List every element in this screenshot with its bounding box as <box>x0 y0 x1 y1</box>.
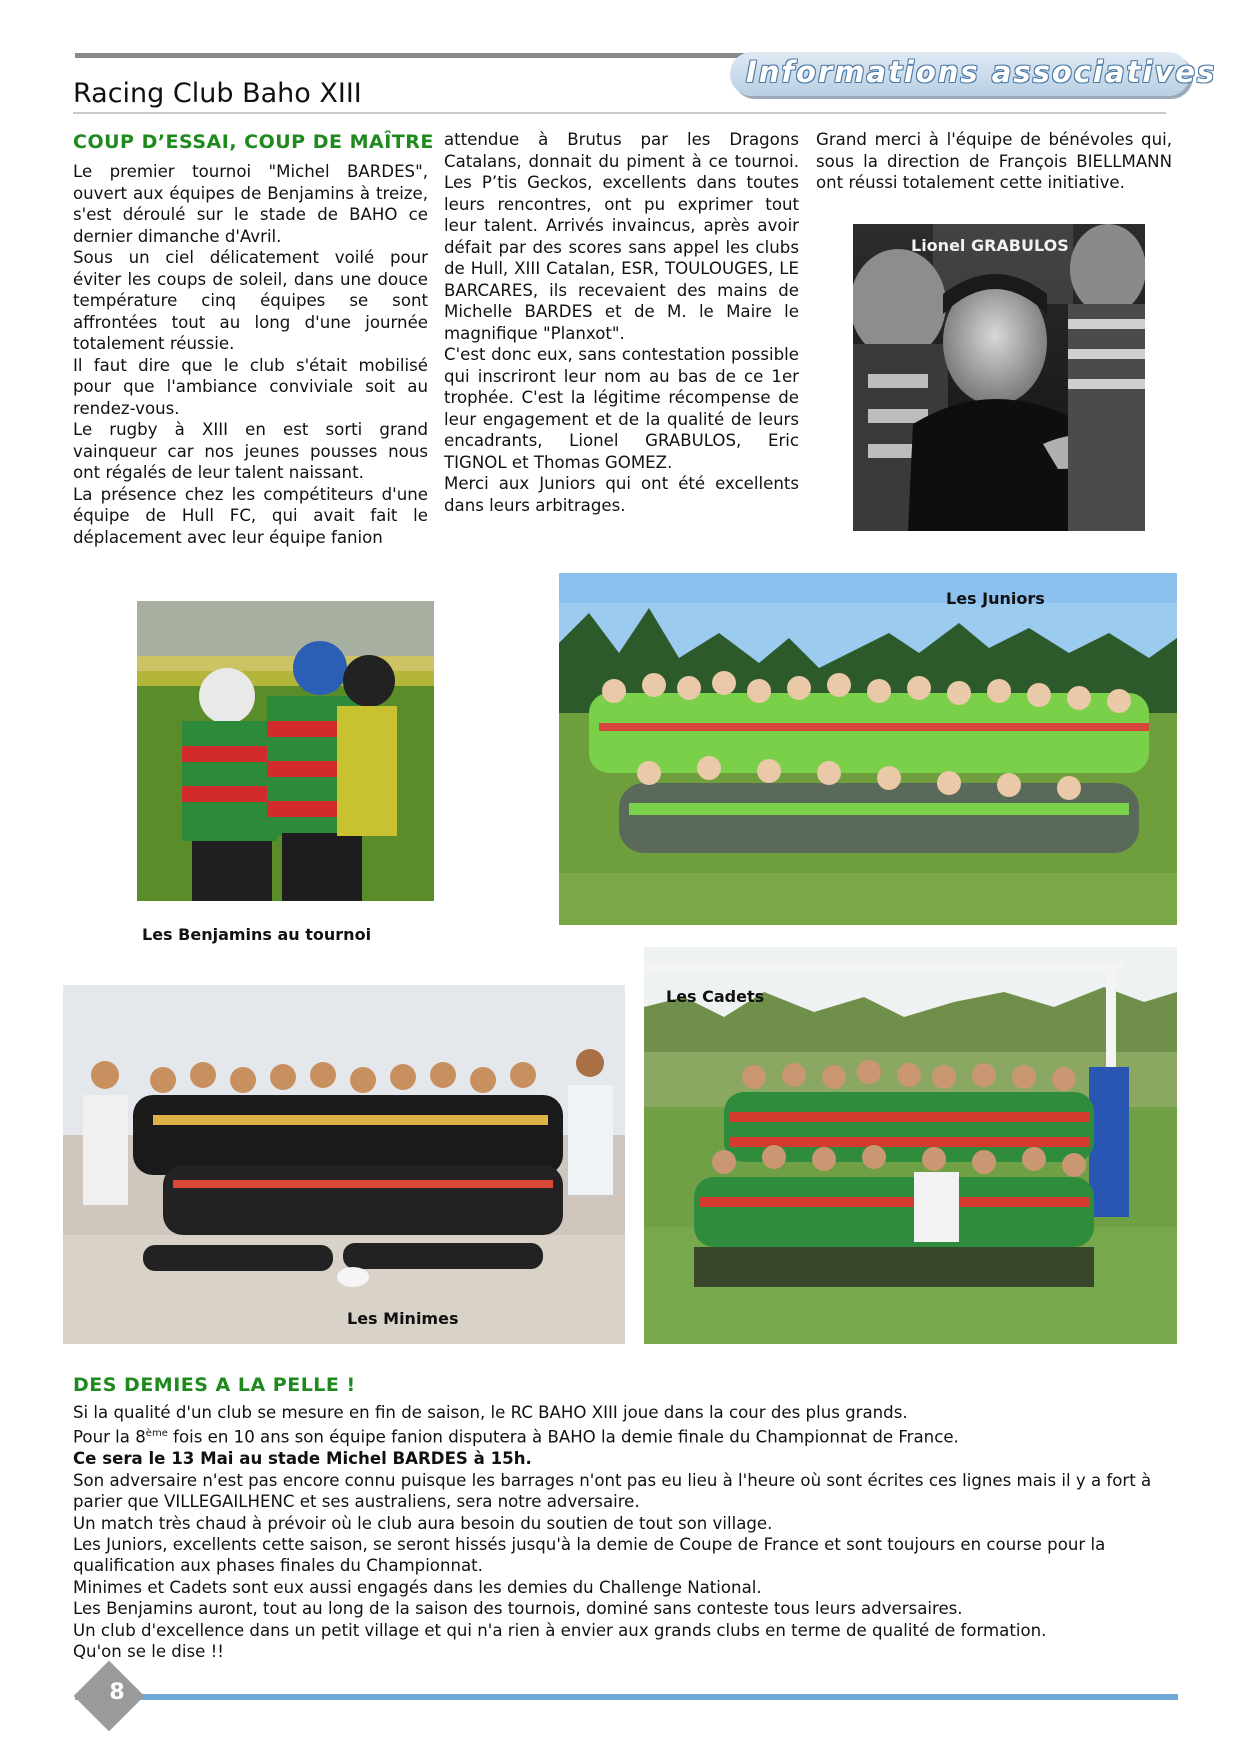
paragraph: Merci aux Juniors qui ont été excellents dans leurs arbitrages. <box>444 474 799 515</box>
paragraph: Un match très chaud à prévoir où le club aura besoin du soutien de tout son village. <box>73 1513 773 1533</box>
benjamins-image <box>137 601 434 901</box>
paragraph: Sous un ciel délicatement voilé pour éviter les coups de soleil, dans une douce température cinq équipes se sont affrontées tout au long d'une journée totalement réussie. <box>73 248 428 353</box>
cadets-image <box>644 947 1177 1344</box>
superscript: ème <box>145 1428 168 1440</box>
bold-text: Ce sera le 13 Mai au stade Michel BARDES à 15h. <box>73 1449 532 1469</box>
photo-caption-benjamins: Les Benjamins au tournoi <box>142 925 372 944</box>
photo-lionel-grabulos <box>853 224 1145 531</box>
article2-body <box>73 1402 1173 1662</box>
paragraph: C'est donc eux, sans contestation possible qui inscriront leur nom au bas de ce 1er trophée. C'est la légitime récompense de leur engagement et de la qualité de leurs encadrants, Lionel GRABULOS, Eric TIGNOL et Thomas GOMEZ. <box>444 345 799 472</box>
article1-column-3 <box>816 129 1172 194</box>
page-number: 8 <box>109 1680 125 1705</box>
paragraph: Si la qualité d'un club se mesure en fin de saison, le RC BAHO XIII joue dans la cour des plus grands. <box>73 1403 908 1422</box>
article1-heading: COUP D’ESSAI, COUP DE MAÎTRE <box>73 131 434 153</box>
paragraph: Un club d'excellence dans un petit village et qui n'a rien à envier aux grands clubs en terme de qualité de formation. <box>73 1620 1047 1640</box>
article1-column-1 <box>73 161 428 548</box>
minimes-image <box>63 985 625 1344</box>
paragraph: La présence chez les compétiteurs d'une équipe de Hull FC, qui avait fait le déplacement avec leur équipe fanion <box>73 484 428 547</box>
article2-heading: DES DEMIES A LA PELLE ! <box>73 1374 356 1396</box>
paragraph: Son adversaire n'est pas encore connu puisque les barrages n'ont pas eu lieu à l'heure où sont écrites ces lignes mais il y a fort à parier que VILLEGAILHENC et ses australiens, sera notre adversaire. <box>73 1470 1152 1512</box>
photo-minimes <box>63 985 625 1344</box>
paragraph: Qu'on se le dise !! <box>73 1642 224 1661</box>
text-span: Pour la 8 <box>73 1427 146 1447</box>
text-span: fois en 10 ans son équipe fanion disputera à BAHO la demie finale du Championnat de France. <box>167 1427 959 1447</box>
footer-rule <box>75 1694 1178 1700</box>
match-announcement <box>73 1448 1173 1469</box>
photo-juniors <box>559 573 1177 925</box>
photo-caption: Les Juniors <box>946 589 1045 608</box>
juniors-image <box>559 573 1177 925</box>
paragraph: Le rugby à XIII en est sorti grand vainqueur car nos jeunes pousses nous ont régalés de leur talent naissant. <box>73 420 428 482</box>
paragraph: Grand merci à l'équipe de bénévoles qui, sous la direction de François BIELLMANN ont réussi totalement cette initiative. <box>816 130 1172 192</box>
paragraph <box>73 1423 1173 1448</box>
paragraph: attendue à Brutus par les Dragons Catalans, donnait du piment à ce tournoi. Les P’tis Geckos, excellents dans toutes leurs rencontres, ont pu exprimer tout leur talent. Arrivés invaincus, après avoir défait par des scores sans appel les clubs de Hull, XIII Catalan, ESR, TOULOUGES, LE BARCARES, ils recevaient des mains de Michelle BARDES et de M. le Maire le magnifique "Planxot". <box>444 130 799 343</box>
paragraph: Les Benjamins auront, tout au long de la saison des tournois, dominé sans conteste tous leurs adversaires. <box>73 1599 963 1619</box>
photo-cadets <box>644 947 1177 1344</box>
paragraph: Minimes et Cadets sont eux aussi engagés dans les demies du Challenge National. <box>73 1577 762 1597</box>
paragraph: Le premier tournoi "Michel BARDES", ouvert aux équipes de Benjamins à treize, s'est déroulé sur le stade de BAHO ce dernier dimanche d'Avril. <box>73 162 428 246</box>
paragraph: Les Juniors, excellents cette saison, se seront hissés jusqu'à la demie de Coupe de France et sont toujours en course pour la qualification aux phases finales du Championnat. <box>73 1534 1106 1576</box>
section-title: Informations associatives <box>746 55 1217 89</box>
paragraph: Il faut dire que le club s'était mobilisé pour que l'ambiance conviviale soit au rendez-vous. <box>73 355 428 418</box>
photo-caption: Lionel GRABULOS <box>911 236 1069 255</box>
article1-column-2 <box>444 129 799 516</box>
header-rule <box>75 53 775 58</box>
photo-caption: Les Cadets <box>666 987 765 1006</box>
portrait-image <box>853 224 1145 531</box>
photo-caption: Les Minimes <box>347 1309 459 1328</box>
photo-benjamins <box>137 601 434 901</box>
title-rule <box>73 112 1166 114</box>
page-title: Racing Club Baho XIII <box>73 78 362 109</box>
